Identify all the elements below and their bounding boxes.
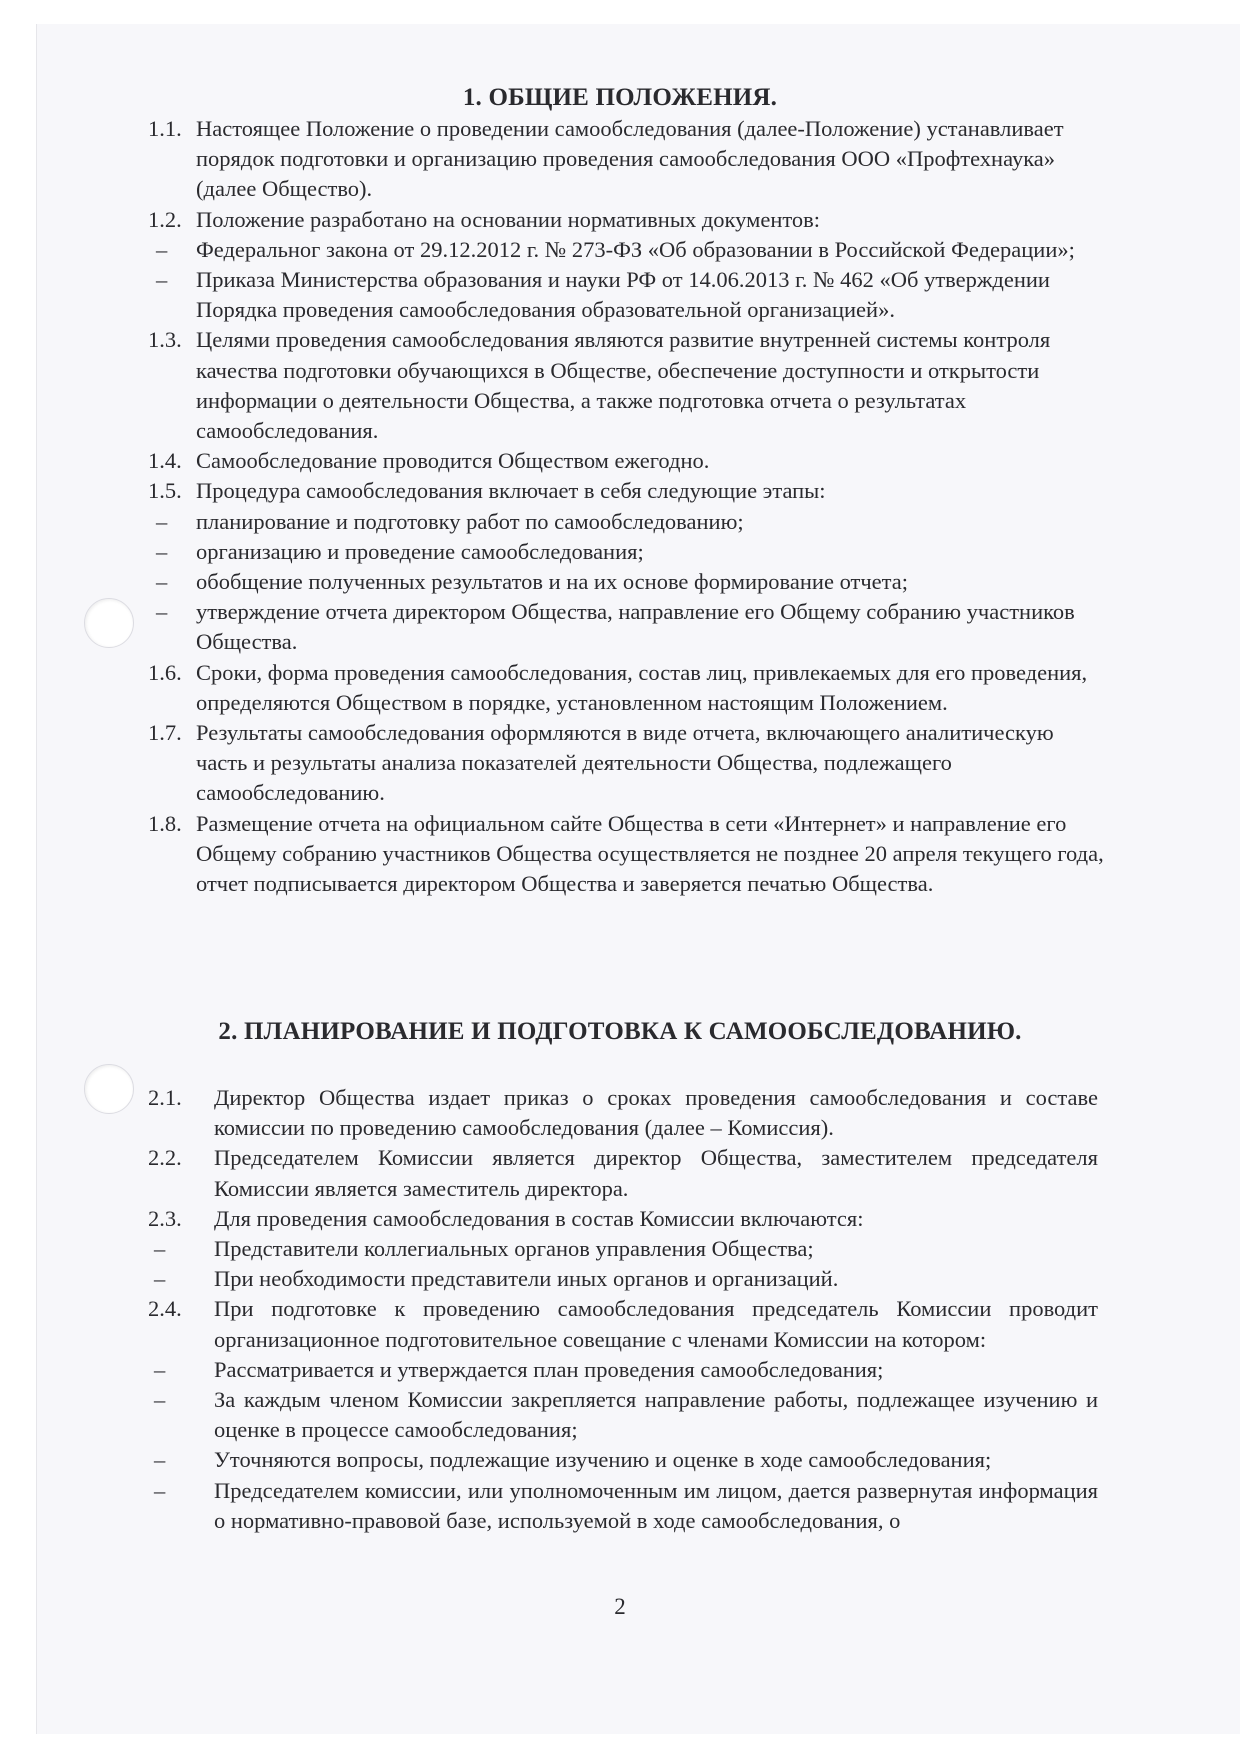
clause-1-7 [148,718,1108,809]
list-item [148,1445,1098,1475]
clause-text: Размещение отчета на официальном сайте Общества в сети «Интернет» и направление его Общему собранию участников Общества осуществляется не позднее 20 апреля текущего года, отчет подписывается директором Общества и заверяется печатью Общества. [196,810,1104,897]
clause-number: 1.7. [148,720,182,746]
section-2-body [148,1083,1098,1536]
dash-marker: – [154,1236,166,1262]
clause-2-1 [148,1083,1098,1143]
clause-text: Председателем Комиссии является директор Общества, заместителем председателя Комиссии является заместитель директора. [214,1145,1098,1201]
list-item-text: Уточняются вопросы, подлежащие изучению и оценке в ходе самообследования; [214,1447,992,1473]
list-item [148,537,1108,567]
clause-text: Результаты самообследования оформляются в виде отчета, включающего аналитическую часть и результаты анализа показателей деятельности Общества, подлежащего самообследованию. [196,720,1054,806]
clause-number: 1.3. [148,327,182,353]
dash-marker: – [156,599,168,625]
clause-text: Сроки, форма проведения самообследования, состав лиц, привлекаемых для его проведения, определяются Обществом в порядке, установленном настоящим Положением. [196,659,1088,715]
clause-number: 1.2. [148,206,182,232]
dash-marker: – [154,1477,166,1503]
dash-marker: – [156,538,168,564]
list-item-text: Представители коллегиальных органов управления Общества; [214,1236,814,1262]
dash-marker: – [156,267,168,293]
clause-1-3 [148,325,1108,446]
clause-number: 1.4. [148,448,182,474]
list-item-text: Федеральног закона от 29.12.2012 г. № 273-ФЗ «Об образовании в Российской Федерации»; [196,236,1075,262]
clause-text: Положение разработано на основании нормативных документов: [196,206,821,232]
list-item [148,1355,1098,1385]
section-1-heading: 1. ОБЩИЕ ПОЛОЖЕНИЯ. [462,84,778,111]
clause-text: При подготовке к проведению самообследования председатель Комиссии проводит организационное подготовительное совещание с членами Комиссии на котором: [214,1296,1098,1352]
clause-number: 2.4. [148,1296,182,1322]
list-item [148,507,1108,537]
clause-number: 1.5. [148,478,182,504]
list-item [148,1476,1098,1536]
clause-1-4 [148,446,1108,476]
list-item-text: При необходимости представители иных органов и организаций. [214,1266,839,1292]
page-number: 2 [614,1594,626,1619]
list-item-text: утверждение отчета директором Общества, направление его Общему собранию участников Общества. [196,599,1075,655]
list-item-text: Председателем комиссии, или уполномоченным им лицом, дается развернутая информация о нормативно-правовой базе, используемой в ходе самообследования, о [214,1477,1098,1533]
dash-marker: – [154,1447,166,1473]
clause-text: Целями проведения самообследования являются развитие внутренней системы контроля качества подготовки обучающихся в Обществе, обеспечение доступности и открытости информации о деятельности Общества, а также подготовка отчета о результатах самообследования. [196,327,1051,444]
clause-2-3 [148,1204,1098,1234]
clause-number: 2.1. [148,1085,182,1110]
list-item [148,567,1108,597]
clause-text: Процедура самообследования включает в себя следующие этапы: [196,478,826,504]
clause-1-5 [148,476,1108,506]
clause-number: 1.6. [148,659,182,685]
list-item [148,265,1108,325]
clause-text: Для проведения самообследования в состав Комиссии включаются: [214,1205,864,1231]
dash-marker: – [156,236,168,262]
list-item-text: Рассматривается и утверждается план проведения самообследования; [214,1356,884,1382]
clause-1-6 [148,658,1108,718]
list-item-text: планирование и подготовку работ по самообследованию; [196,508,744,534]
list-item [148,1385,1098,1445]
punch-hole-top [84,598,134,648]
clause-2-2 [148,1143,1098,1203]
clause-number: 2.2. [148,1145,182,1171]
section-1-body [148,114,1108,899]
clause-2-4 [148,1294,1098,1354]
list-item [148,1264,1098,1294]
section-2-heading: 2. ПЛАНИРОВАНИЕ И ПОДГОТОВКА К САМООБСЛЕДОВАНИЮ. [218,1018,1022,1045]
clause-number: 1.1. [148,116,182,141]
list-item-text: Приказа Министерства образования и науки РФ от 14.06.2013 г. № 462 «Об утверждении Порядка проведения самообследования образовательной организацией». [196,267,1050,323]
dash-marker: – [154,1387,166,1413]
dash-marker: – [154,1356,166,1382]
clause-number: 2.3. [148,1205,182,1231]
list-item-text: обобщение полученных результатов и на их основе формирование отчета; [196,569,909,595]
punch-hole-bottom [84,1064,134,1114]
list-item [148,235,1108,265]
list-item-text: За каждым членом Комиссии закрепляется направление работы, подлежащее изучению и оценке в процессе самообследования; [214,1387,1098,1443]
dash-marker: – [156,508,168,534]
clause-text: Самообследование проводится Обществом ежегодно. [196,448,710,474]
dash-marker: – [154,1266,166,1292]
clause-text: Настоящее Положение о проведении самообследования (далее-Положение) устанавливает порядок подготовки и организацию проведения самообследования ООО «Профтехнаука» (далее Общество). [196,116,1064,202]
dash-marker: – [156,569,168,595]
list-item-text: организацию и проведение самообследования; [196,538,644,564]
clause-1-8 [148,809,1108,900]
list-item [148,597,1108,657]
clause-text: Директор Общества издает приказ о сроках проведения самообследования и составе комиссии по проведению самообследования (далее – Комиссия). [214,1085,1098,1141]
clause-1-1 [148,114,1108,205]
clause-1-2 [148,205,1108,235]
clause-number: 1.8. [148,810,182,836]
list-item [148,1234,1098,1264]
